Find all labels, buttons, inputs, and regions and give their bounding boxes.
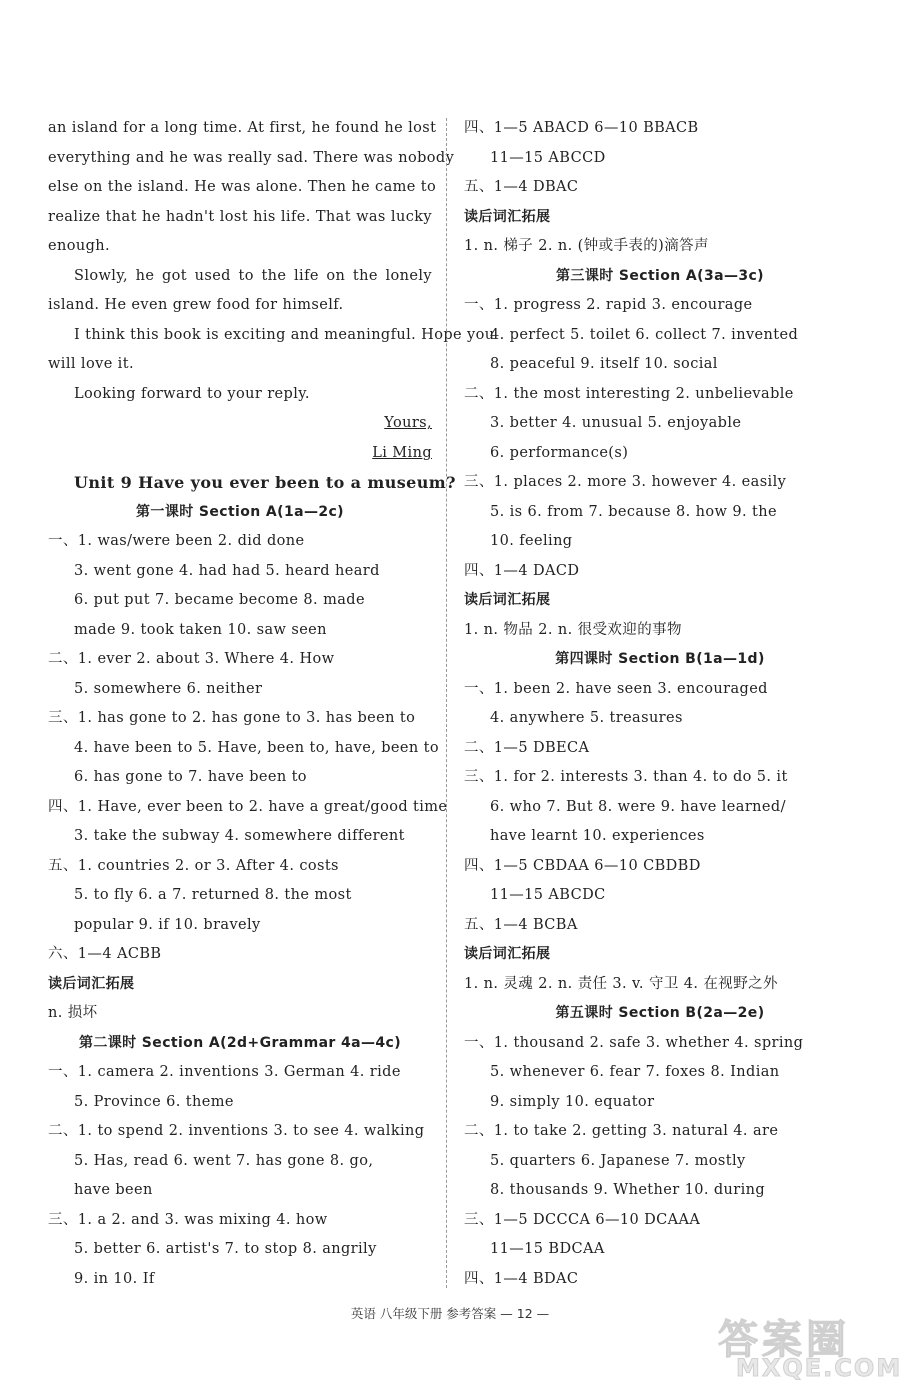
left-line: 5. Has, read 6. went 7. has gone 8. go,: [74, 1152, 374, 1169]
left-line: enough.: [48, 238, 111, 254]
right-line: 二、1. the most interesting 2. unbelievable: [464, 385, 794, 402]
right-line: 5. whenever 6. fear 7. foxes 8. Indian: [490, 1064, 780, 1080]
left-line: popular 9. if 10. bravely: [74, 916, 261, 933]
left-line: 6. put put 7. became become 8. made: [74, 592, 365, 608]
watermark-logo: [718, 1308, 902, 1386]
left-line: 五、1. countries 2. or 3. After 4. costs: [48, 857, 339, 874]
right-line: 读后词汇拓展: [464, 592, 551, 608]
right-line: 第五课时 Section B(2a—2e): [555, 1005, 765, 1021]
right-line: 11—15 BDCAA: [490, 1241, 605, 1257]
right-line: 一、1. been 2. have seen 3. encouraged: [464, 680, 768, 697]
right-line: 6. performance(s): [490, 444, 629, 461]
left-line: 3. take the subway 4. somewhere different: [74, 828, 405, 844]
left-line: Yours,: [384, 415, 432, 431]
left-line: 读后词汇拓展: [48, 975, 135, 992]
watermark-sub: MXQE.COM: [736, 1354, 902, 1382]
right-line: 8. peaceful 9. itself 10. social: [490, 356, 718, 372]
left-line: have been: [74, 1182, 153, 1198]
left-line: I think this book is exciting and meaningful. Hope you: [74, 326, 495, 343]
right-line: 10. feeling: [490, 533, 573, 549]
right-line: 读后词汇拓展: [464, 208, 551, 225]
left-line: 5. Province 6. theme: [74, 1093, 234, 1110]
right-line: 1. n. 物品 2. n. 很受欢迎的事物: [464, 621, 682, 638]
left-line: an island for a long time. At first, he found he lost: [48, 120, 437, 136]
right-line: 四、1—4 BDAC: [464, 1270, 579, 1287]
left-line: 5. better 6. artist's 7. to stop 8. angrily: [74, 1241, 377, 1257]
right-line: 四、1—5 CBDAA 6—10 CBDBD: [464, 857, 701, 874]
right-line: 三、1. for 2. interests 3. than 4. to do 5. it: [464, 769, 788, 785]
right-line: 5. is 6. from 7. because 8. how 9. the: [490, 503, 777, 520]
left-line: 四、1. Have, ever been to 2. have a great/good time: [48, 798, 448, 815]
right-line: 1. n. 灵魂 2. n. 责任 3. v. 守卫 4. 在视野之外: [464, 975, 778, 992]
left-line: 5. somewhere 6. neither: [74, 680, 263, 697]
left-line: island. He even grew food for himself.: [48, 297, 344, 313]
left-line: 一、1. was/were been 2. did done: [48, 533, 305, 549]
left-line: 9. in 10. If: [74, 1270, 155, 1287]
left-line: 三、1. has gone to 2. has gone to 3. has been to: [48, 710, 416, 726]
left-line: 六、1—4 ACBB: [48, 946, 162, 962]
right-line: 四、1—5 ABACD 6—10 BBACB: [464, 120, 699, 136]
left-line: 三、1. a 2. and 3. was mixing 4. how: [48, 1211, 328, 1228]
right-line: 五、1—4 DBAC: [464, 179, 579, 195]
left-line: made 9. took taken 10. saw seen: [74, 621, 327, 638]
right-line: have learnt 10. experiences: [490, 828, 705, 844]
right-line: 二、1. to take 2. getting 3. natural 4. are: [464, 1123, 779, 1139]
left-line: Unit 9 Have you ever been to a museum?: [74, 473, 456, 492]
right-line: 8. thousands 9. Whether 10. during: [490, 1182, 766, 1198]
right-line: 9. simply 10. equator: [490, 1093, 655, 1110]
page-footer: 英语 八年级下册 参考答案 — 12 —: [350, 1306, 550, 1321]
left-line: else on the island. He was alone. Then he came to: [48, 179, 437, 195]
left-line: 5. to fly 6. a 7. returned 8. the most: [74, 887, 352, 903]
right-line: 第三课时 Section A(3a—3c): [556, 267, 764, 284]
right-line: 第四课时 Section B(1a—1d): [555, 651, 765, 667]
left-line: Slowly, he got used to the life on the lonely: [74, 267, 432, 284]
right-line: 一、1. progress 2. rapid 3. encourage: [464, 297, 753, 313]
right-line: 6. who 7. But 8. were 9. have learned/: [490, 798, 786, 815]
right-line: 4. perfect 5. toilet 6. collect 7. invented: [490, 326, 799, 343]
left-line: 第二课时 Section A(2d+Grammar 4a—4c): [78, 1034, 402, 1051]
left-line: 二、1. ever 2. about 3. Where 4. How: [48, 651, 335, 667]
right-line: 3. better 4. unusual 5. enjoyable: [490, 415, 742, 431]
left-line: n. 损坏: [48, 1005, 98, 1021]
left-column: [48, 114, 495, 1294]
left-line: everything and he was really sad. There was nobody: [48, 149, 455, 166]
right-line: 一、1. thousand 2. safe 3. whether 4. spring: [464, 1034, 804, 1051]
right-line: 5. quarters 6. Japanese 7. mostly: [490, 1152, 746, 1169]
right-line: 三、1. places 2. more 3. however 4. easily: [464, 474, 787, 490]
right-line: 1. n. 梯子 2. n. (钟或手表的)滴答声: [464, 238, 709, 254]
left-line: 二、1. to spend 2. inventions 3. to see 4. walking: [48, 1123, 425, 1139]
right-line: 11—15 ABCCD: [490, 149, 606, 166]
right-column: [464, 114, 856, 1294]
left-line: will love it.: [48, 356, 134, 372]
left-line: 第一课时 Section A(1a—2c): [136, 503, 344, 520]
right-line: 三、1—5 DCCCA 6—10 DCAAA: [464, 1211, 701, 1228]
right-line: 11—15 ABCDC: [490, 887, 606, 903]
left-line: 6. has gone to 7. have been to: [74, 769, 307, 785]
right-line: 二、1—5 DBECA: [464, 739, 590, 756]
left-line: realize that he hadn't lost his life. That was lucky: [48, 208, 432, 225]
watermark-main: 答案圈: [718, 1317, 850, 1363]
left-line: Li Ming: [372, 444, 432, 461]
left-line: Looking forward to your reply.: [74, 385, 310, 402]
right-line: 读后词汇拓展: [464, 946, 551, 962]
left-line: 4. have been to 5. Have, been to, have, been to: [74, 739, 439, 756]
right-line: 五、1—4 BCBA: [464, 916, 578, 933]
column-divider: [446, 118, 447, 1288]
left-line: 一、1. camera 2. inventions 3. German 4. ride: [48, 1064, 401, 1080]
right-line: 4. anywhere 5. treasures: [490, 710, 683, 726]
right-line: 四、1—4 DACD: [464, 562, 580, 579]
left-line: 3. went gone 4. had had 5. heard heard: [74, 562, 380, 579]
